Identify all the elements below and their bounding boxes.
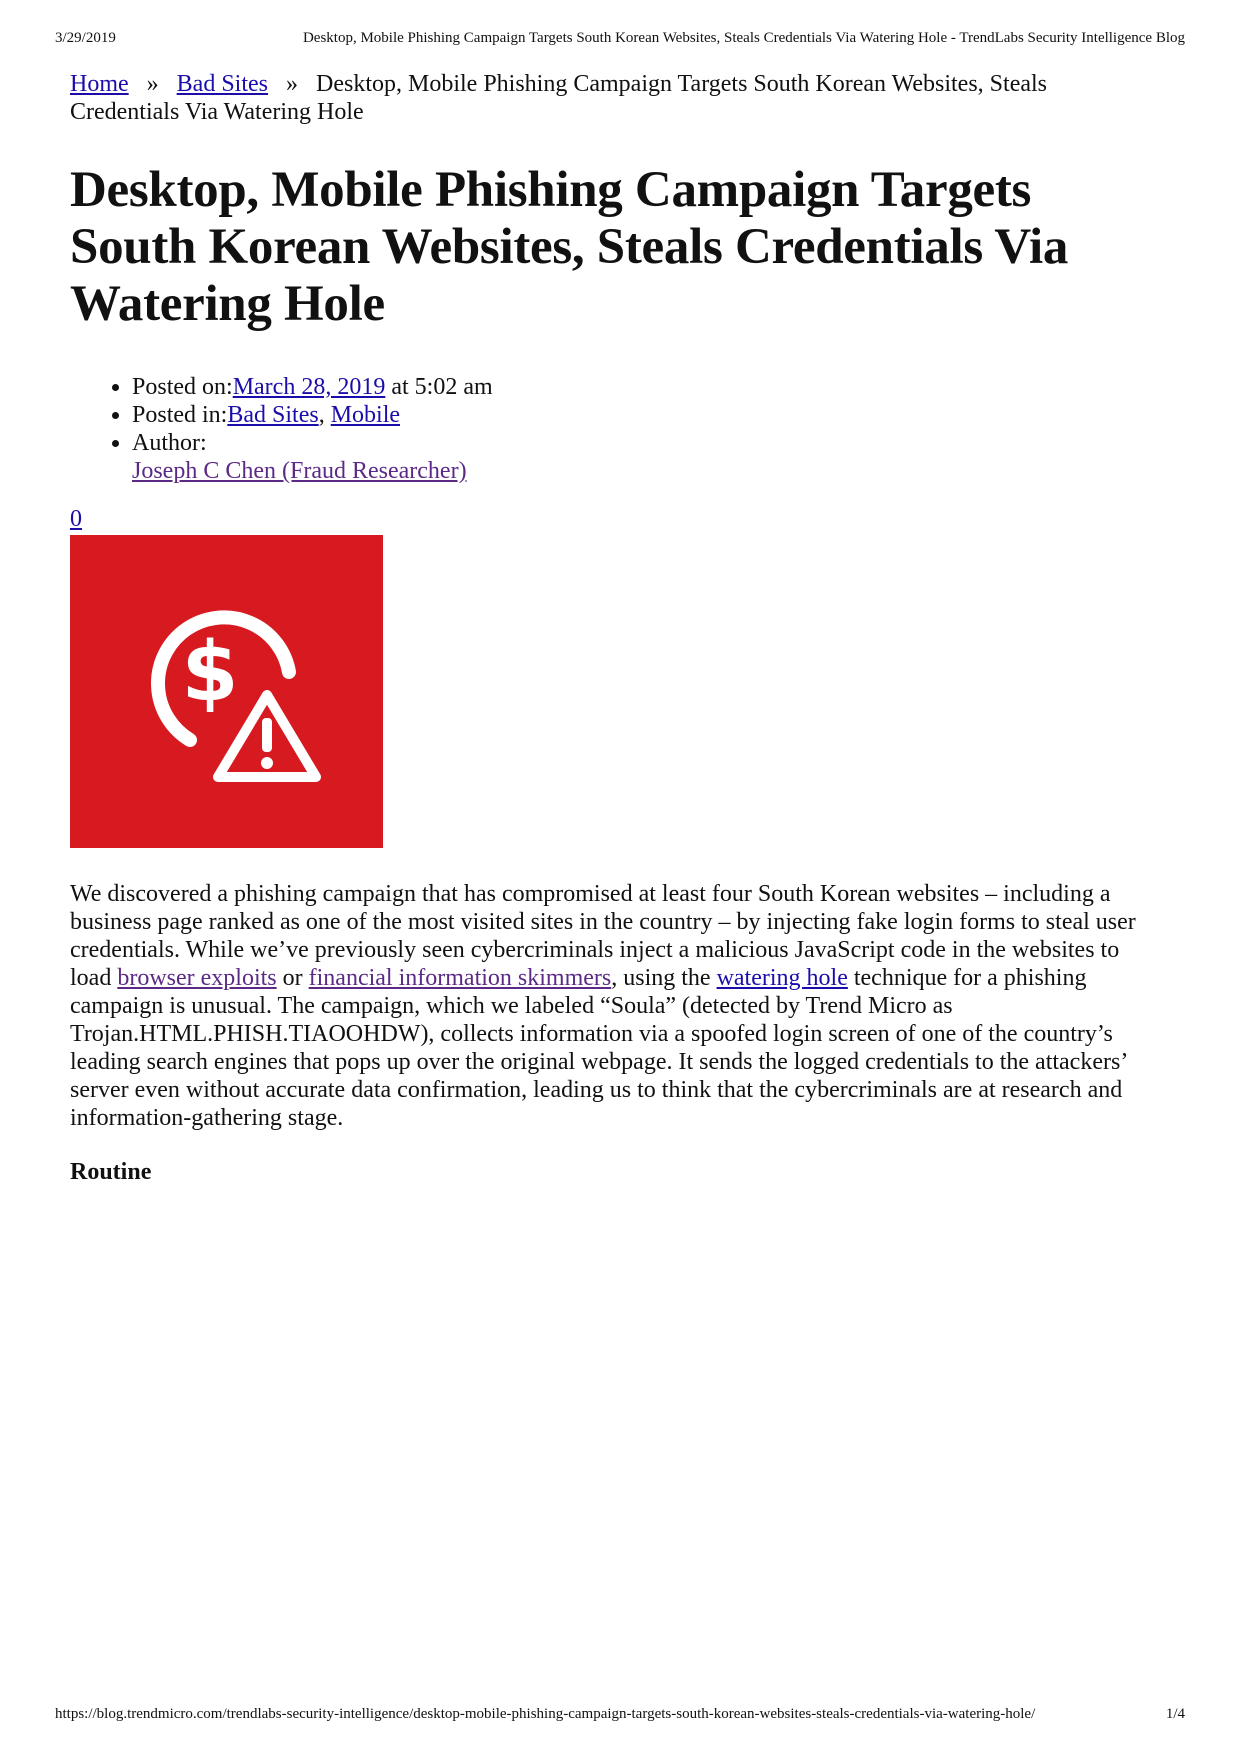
breadcrumb-current: Desktop, Mobile Phishing Campaign Targets South Korean Websites, Steals Credentials Via Watering Hole [70, 71, 1048, 125]
print-page-number: 1/4 [1165, 1706, 1185, 1722]
breadcrumb [70, 70, 1160, 126]
article-paragraph [70, 880, 1160, 1132]
paragraph-text-3: , using the [611, 965, 717, 991]
author-label: Author: [132, 430, 207, 456]
svg-text:$: $ [181, 625, 239, 720]
print-date: 3/29/2019 [55, 30, 116, 46]
watering-hole-link[interactable]: watering hole [716, 965, 848, 991]
category-separator: , [318, 402, 331, 428]
print-footer [55, 1706, 1185, 1728]
financial-skimmers-link[interactable]: financial information skimmers [308, 965, 612, 991]
posted-in-label: Posted in: [132, 402, 228, 428]
dollar-warning-icon [70, 535, 383, 848]
article-content [70, 70, 1160, 1186]
breadcrumb-category-link[interactable]: Bad Sites [176, 71, 268, 97]
post-meta-list [70, 373, 1160, 485]
posted-on-time: at 5:02 am [385, 374, 493, 400]
section-heading-routine: Routine [70, 1159, 152, 1185]
hero-image [70, 535, 383, 848]
posted-on-date-link[interactable]: March 28, 2019 [232, 374, 386, 400]
paragraph-text-1: We discovered a phishing campaign that has compromised at least four South Korean websites – including a business page ranked as one of the most visited sites in the country – by injecting fake login forms to steal user credentials. While we’ve previously seen cybercriminals inject a malicious JavaScript code in the websites to load [70, 881, 1136, 991]
comment-count-link[interactable]: 0 [70, 506, 82, 532]
posted-on-item [132, 373, 1160, 401]
browser-exploits-link[interactable]: browser exploits [117, 965, 277, 991]
print-header [55, 30, 1185, 52]
page-title: Desktop, Mobile Phishing Campaign Targets South Korean Websites, Steals Credentials Via Watering Hole [70, 162, 1069, 332]
posted-in-item [132, 401, 1160, 429]
category-link-bad-sites[interactable]: Bad Sites [227, 402, 319, 428]
breadcrumb-separator: » [286, 71, 298, 97]
breadcrumb-separator: » [146, 71, 159, 97]
posted-on-label: Posted on: [132, 374, 233, 400]
print-url: https://blog.trendmicro.com/trendlabs-security-intelligence/desktop-mobile-phishing-campaign-targets-south-korean-websites-steals-credentials-via-watering-hole/ [55, 1706, 1036, 1722]
paragraph-text-4: technique for a phishing campaign is unusual. The campaign, which we labeled “Soula” (detected by Trend Micro as Trojan.HTML.PHISH.TIAOOHDW), collects information via a spoofed login screen of one of the country’s leading search engines that pops up over the original webpage. It sends the logged credentials to the attackers’ server even without accurate data confirmation, leading us to think that the cybercriminals are at research and information-gathering stage. [70, 965, 1127, 1131]
print-doc-title: Desktop, Mobile Phishing Campaign Targets South Korean Websites, Steals Credentials Via Watering Hole - TrendLabs Security Intelligence Blog [302, 30, 1185, 46]
breadcrumb-home-link[interactable]: Home [70, 71, 129, 97]
paragraph-text-2: or [276, 965, 309, 991]
category-link-mobile[interactable]: Mobile [330, 402, 401, 428]
author-link[interactable]: Joseph C Chen (Fraud Researcher) [132, 458, 467, 484]
author-item [132, 429, 1160, 485]
